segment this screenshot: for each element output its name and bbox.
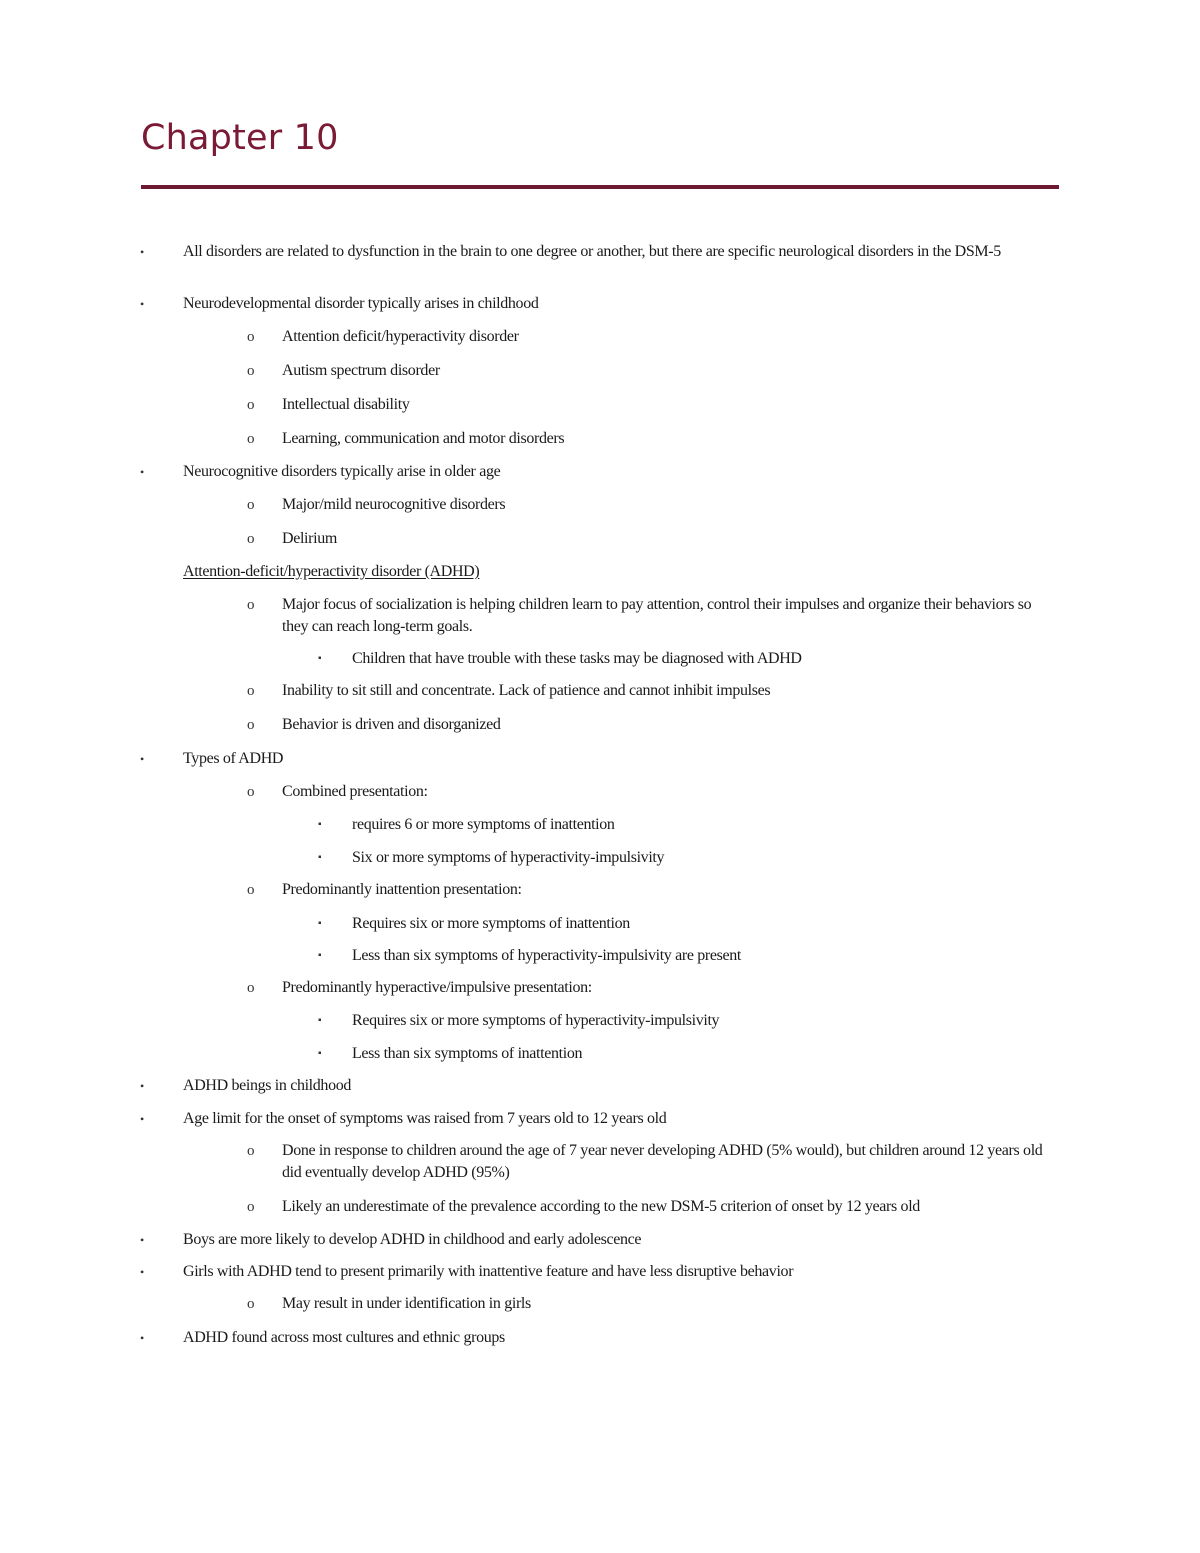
bullet-marker: o [247, 1143, 255, 1159]
bullet-marker: o [247, 431, 255, 447]
title-divider [141, 185, 1059, 189]
chapter-title: Chapter 10 [141, 118, 339, 158]
bullet-marker: ▪ [318, 852, 322, 863]
list-item: Predominantly inattention presentation: [282, 881, 522, 898]
bullet-marker: o [247, 397, 255, 413]
bullet-marker: • [140, 245, 145, 259]
list-item: Age limit for the onset of symptoms was raised from 7 years old to 12 years old [183, 1110, 667, 1127]
bullet-marker: o [247, 717, 255, 733]
bullet-marker: o [247, 531, 255, 547]
bullet-marker: o [247, 1199, 255, 1215]
list-item: Less than six symptoms of inattention [352, 1045, 583, 1062]
list-item: Attention deficit/hyperactivity disorder [282, 328, 519, 345]
bullet-marker: ▪ [318, 918, 322, 929]
bullet-marker: • [140, 752, 145, 766]
bullet-marker: o [247, 683, 255, 699]
list-item: Boys are more likely to develop ADHD in childhood and early adolescence [183, 1231, 642, 1248]
bullet-marker: o [247, 980, 255, 996]
list-item: May result in under identification in girls [282, 1295, 531, 1312]
bullet-marker: • [140, 1265, 145, 1279]
bullet-marker: o [247, 363, 255, 379]
list-item: Major focus of socialization is helping children learn to pay attention, control their impulses and organize their behaviors so they can reach long-term goals. [282, 596, 1032, 635]
list-item: Inability to sit still and concentrate. Lack of patience and cannot inhibit impulses [282, 682, 771, 699]
bullet-marker: ▪ [318, 1048, 322, 1059]
list-item: Requires six or more symptoms of hyperactivity-impulsivity [352, 1012, 720, 1029]
list-item: Neurocognitive disorders typically arise in older age [183, 463, 501, 480]
bullet-marker: o [247, 497, 255, 513]
list-item: Children that have trouble with these tasks may be diagnosed with ADHD [352, 650, 802, 667]
list-item: Autism spectrum disorder [282, 362, 440, 379]
list-item: Done in response to children around the age of 7 year never developing ADHD (5% would), but children around 12 years old did eventually develop ADHD (95%) [282, 1142, 1043, 1181]
list-item: Six or more symptoms of hyperactivity-impulsivity [352, 849, 665, 866]
bullet-marker: • [140, 1112, 145, 1126]
bullet-marker: o [247, 1296, 255, 1312]
bullet-marker: ▪ [318, 950, 322, 961]
bullet-marker: ▪ [318, 653, 322, 664]
bullet-marker: o [247, 597, 255, 613]
list-item: requires 6 or more symptoms of inattention [352, 816, 615, 833]
bullet-marker: • [140, 1331, 145, 1345]
bullet-marker: • [140, 1079, 145, 1093]
list-item: Requires six or more symptoms of inattention [352, 915, 630, 932]
list-item: Types of ADHD [183, 750, 284, 767]
bullet-marker: o [247, 784, 255, 800]
list-item: Predominantly hyperactive/impulsive presentation: [282, 979, 592, 996]
list-item: Learning, communication and motor disorders [282, 430, 565, 447]
bullet-marker: ▪ [318, 819, 322, 830]
bullet-marker: ▪ [318, 1015, 322, 1026]
list-item: Delirium [282, 530, 337, 547]
list-item: Likely an underestimate of the prevalence according to the new DSM-5 criterion of onset by 12 years old [282, 1198, 920, 1215]
list-item: Girls with ADHD tend to present primarily with inattentive feature and have less disruptive behavior [183, 1263, 794, 1280]
list-item: Major/mild neurocognitive disorders [282, 496, 506, 513]
bullet-marker: o [247, 329, 255, 345]
list-item: ADHD beings in childhood [183, 1077, 352, 1094]
list-item: Neurodevelopmental disorder typically arises in childhood [183, 295, 539, 312]
list-item: ADHD found across most cultures and ethnic groups [183, 1329, 505, 1346]
bullet-marker: • [140, 297, 145, 311]
bullet-marker: • [140, 465, 145, 479]
list-item: All disorders are related to dysfunction in the brain to one degree or another, but there are specific neurological disorders in the DSM-5 [183, 243, 1001, 260]
list-item: Less than six symptoms of hyperactivity-impulsivity are present [352, 947, 741, 964]
bullet-marker: • [140, 1233, 145, 1247]
list-item: Behavior is driven and disorganized [282, 716, 501, 733]
section-heading: Attention-deficit/hyperactivity disorder (ADHD) [183, 563, 480, 580]
bullet-marker: o [247, 882, 255, 898]
list-item: Intellectual disability [282, 396, 410, 413]
list-item: Combined presentation: [282, 783, 428, 800]
